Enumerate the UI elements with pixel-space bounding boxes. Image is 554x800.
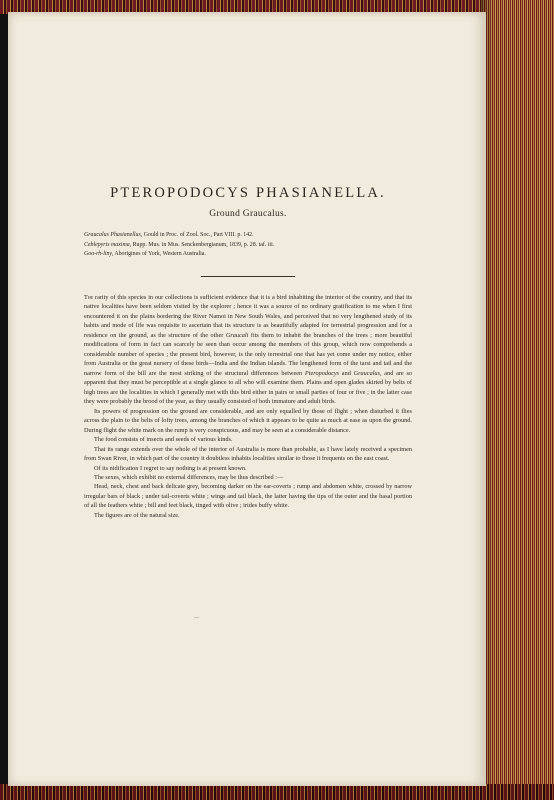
synonym-reference: Gould in Proc. of Zool. Soc., Part VIII. p. 142.: [142, 232, 254, 238]
paragraph-text: rarity of this species in our collections is sufficient evidence that it is a bird inhabiting the interior of the country, and that its native localities have been seldom visited by the explorer ; hence it was a source of no ordinary gratification to me when I first encountered it on the plains bordering the River Namoi in New South Wales, and perceived that no very lengthened study of its habits and mode of life was requisite to ascertain that its structure is as beautifully adapted for terrestrial progression and for a residence on the ground, as the structure of the other: [84, 293, 412, 339]
paragraph-food: The food consists of insects and seeds of various kinds.: [94, 436, 233, 444]
binding-border-bottom: [0, 784, 554, 800]
page-text-area: [84, 185, 412, 520]
synonym-item: [84, 250, 412, 260]
synonym-reference: Rupp. Mus. in Mus. Senckenbergianum, 1839, p. 28. taf. iii.: [131, 241, 275, 248]
paragraph-range: That its range extends over the whole of the interior of Australia is more than probable, as I have lately received a specimen from Swan River, in which part of the country it doubtless inhabits localities similar to those it frequents on the east coast.: [84, 445, 412, 463]
page-mark: —: [194, 616, 199, 621]
page-subtitle: Ground Graucalus.: [209, 209, 287, 219]
divider-rule: [201, 276, 295, 277]
paragraph-flight: Its powers of progression on the ground are considerable, and are only equalled by those of flight ; when disturbed it flies across the plain to the belts of lofty trees, among the branches of which it appears to be quite as much at ease as upon the ground. During flight the white mark on the rump is very conspicuous, and may be seen at a considerable distance.: [84, 407, 412, 434]
paragraph-sexes: The sexes, which exhibit no external differences, may be thus described :—: [94, 473, 284, 481]
paragraph-figures: The figures are of the natural size.: [94, 511, 180, 519]
paragraph-nidification: Of its nidification I regret to say nothing is at present known.: [94, 464, 247, 472]
genus-name: Pteropodocys: [304, 369, 340, 377]
genus-name: Graucalus,: [353, 369, 382, 377]
synonym-item: [84, 241, 412, 251]
synonym-list: [84, 231, 412, 260]
synonym-name: Goo-rh-liny,: [84, 251, 114, 258]
lead-word: The: [84, 293, 94, 301]
genus-name: Graucali: [225, 331, 249, 339]
paragraph-text: and: [339, 369, 354, 377]
paragraph-intro: [84, 293, 412, 407]
book-page: [8, 12, 486, 786]
body-text: [84, 293, 412, 521]
paragraph-description: Head, neck, chest and back delicate grey, becoming darker on the ear-coverts ; rump and abdomen white, crossed by narrow irregular bars of black ; under tail-coverts white ; wings and tail black, the latter having the tips of the outer and the basal portion of all the feathers white ; bill and feet black, tinged with olive ; irides buffy white.: [84, 483, 412, 510]
synonym-reference: Aborigines of York, Western Australia.: [113, 251, 206, 258]
paragraph-text: and are so apparent that they must be perceptible at a single glance to all who will examine them. Plains and open glades skirted by belts of high trees are the localities in which I generally met with this bird either in pairs or small parties of four or five ; in the latter case they were probably the brood of the year, as they usually consisted of both immature and adult birds.: [84, 369, 412, 406]
page-title: PTEROPODOCYS PHASIANELLA.: [110, 185, 386, 201]
synonym-name: Ceblepyris maxima,: [84, 241, 132, 248]
paragraph-text: fits them to inhabit the branches of the trees ; more beautiful modifications of form in fact can scarcely be seen than occur among the members of this group, which now comprehends a considerable number of species ; the present bird, however, is the only terrestrial one that has yet come under my notice, either from Australia or the great nursery of these birds—India and the Indian islands. The lengthened form of the tarsi and tail and the narrow form of the bill are the most striking of the structural differences between: [84, 331, 412, 377]
synonym-name: Graucalus Phasianellus,: [84, 232, 143, 238]
synonym-item: [84, 231, 412, 241]
